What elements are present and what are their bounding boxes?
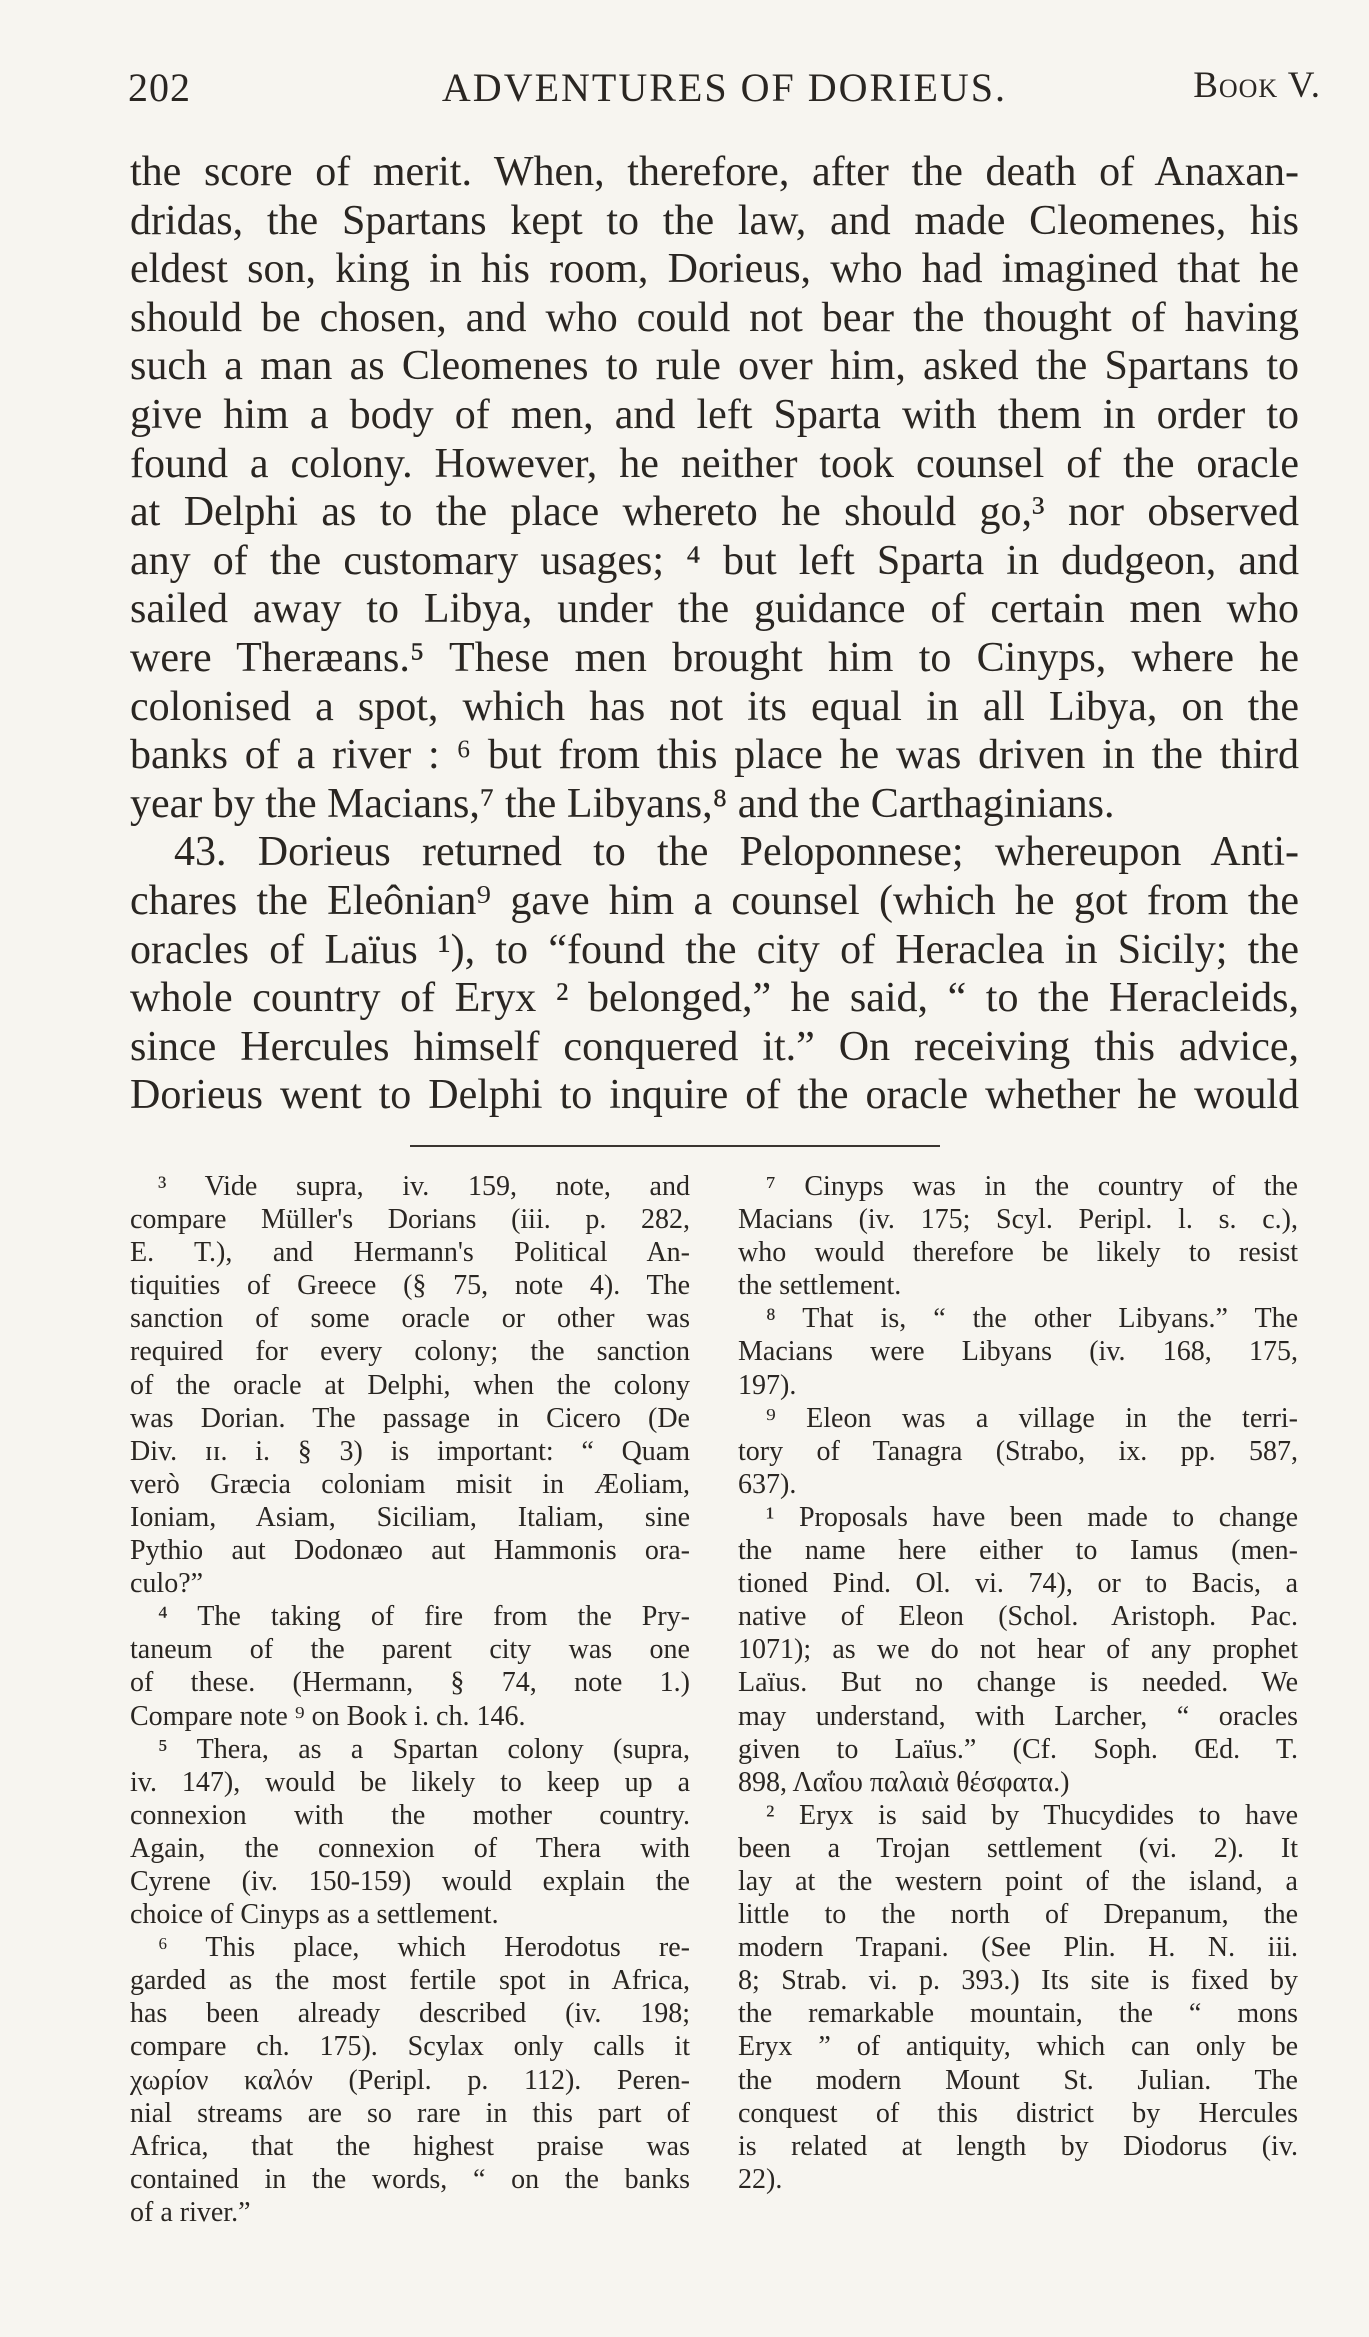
text-line: sailed away to Libya, under the guidance of certain men who (130, 586, 1299, 633)
footnote-6: ⁶ This place, which Herodotus re- (158, 1932, 690, 1964)
footnote-1: ¹ Proposals have been made to change (766, 1501, 1298, 1533)
footnote-line: Cyrene (iv. 150-159) would explain the (130, 1865, 690, 1897)
footnote-line: conquest of this district by Hercules (738, 2097, 1298, 2129)
footnote-line: Pythio aut Dodonæo aut Hammonis ora- (130, 1535, 690, 1567)
footnote-line: 197). (738, 1369, 797, 1401)
footnote-line: the modern Mount St. Julian. The (738, 2064, 1298, 2096)
text-line: any of the customary usages; ⁴ but left Sparta in dudgeon, and (130, 537, 1299, 584)
running-title: ADVENTURES OF DORIEUS. (441, 65, 1008, 110)
text-line: at Delphi as to the place whereto he should go,³ nor observed (130, 489, 1299, 536)
text-line: banks of a river : ⁶ but from this place he was driven in the third (130, 732, 1299, 779)
text-line: eldest son, king in his room, Dorieus, who had imagined that he (130, 246, 1299, 293)
footnote-8: ⁸ That is, “ the other Libyans.” The (766, 1303, 1298, 1335)
text-line: Dorieus went to Delphi to inquire of the oracle whether he would (130, 1072, 1299, 1119)
text-line: dridas, the Spartans kept to the law, and made Cleomenes, his (130, 197, 1299, 244)
footnote-7: ⁷ Cinyps was in the country of the (766, 1171, 1298, 1202)
footnote-line: little to the north of Drepanum, the (738, 1899, 1298, 1931)
footnote-line: sanction of some oracle or other was (130, 1303, 690, 1335)
footnote-line: tory of Tanagra (Strabo, ix. pp. 587, (738, 1435, 1298, 1467)
footnote-line: been a Trojan settlement (vi. 2). It (738, 1832, 1298, 1864)
text-line: chares the Eleônian⁹ gave him a counsel (which he got from the (130, 877, 1299, 924)
footnote-line: E. T.), and Hermann's Political An- (130, 1237, 690, 1269)
footnote-line: Laïus. But no change is needed. We (738, 1667, 1298, 1699)
running-header (128, 64, 1321, 124)
footnote-line: 898, Λαΐου παλαιὰ θέσφατα.) (738, 1766, 1070, 1798)
footnote-line: required for every colony; the sanction (130, 1336, 690, 1368)
main-text (130, 148, 1299, 1120)
footnote-line: connexion with the mother country. (130, 1799, 690, 1831)
footnote-line: taneum of the parent city was one (130, 1634, 690, 1666)
footnote-line: 8; Strab. vi. p. 393.) Its site is fixed by (738, 1965, 1298, 1997)
footnote-line: Eryx ” of antiquity, which can only be (738, 2031, 1298, 2063)
text-line: since Hercules himself conquered it.” On receiving this advice, (130, 1023, 1299, 1070)
footnote-line: the remarkable mountain, the “ mons (738, 1998, 1298, 2030)
footnote-line: was Dorian. The passage in Cicero (De (130, 1402, 690, 1434)
footnote-line: χωρίον καλόν (Peripl. p. 112). Peren- (130, 2064, 690, 2096)
text-line: give him a body of men, and left Sparta with them in order to (130, 391, 1299, 438)
text-line: should be chosen, and who could not bear the thought of having (130, 294, 1299, 341)
footnote-line: Macians were Libyans (iv. 168, 175, (738, 1336, 1298, 1368)
text-line: colonised a spot, which has not its equal in all Libya, on the (130, 683, 1299, 730)
footnote-line: is related at length by Diodorus (iv. (738, 2130, 1298, 2162)
footnote-line: of a river.” (130, 2196, 251, 2228)
footnote-5: ⁵ Thera, as a Spartan colony (supra, (158, 1733, 690, 1765)
text-line: such a man as Cleomenes to rule over him, asked the Spartans to (130, 343, 1299, 390)
footnote-line: verò Græcia coloniam misit in Æoliam, (130, 1468, 690, 1500)
footnote-line: Again, the connexion of Thera with (130, 1832, 690, 1864)
footnote-line: of these. (Hermann, § 74, note 1.) (130, 1667, 690, 1699)
footnote-divider (410, 1145, 940, 1147)
footnote-line: tioned Pind. Ol. vi. 74), or to Bacis, a (738, 1568, 1298, 1600)
footnote-line: 637). (738, 1468, 797, 1500)
footnote-line: Div. ɪɪ. i. § 3) is important: “ Quam (130, 1435, 690, 1467)
footnote-line: contained in the words, “ on the banks (130, 2163, 690, 2195)
footnotes-right-column (738, 1170, 1298, 2196)
footnote-3: ³ Vide supra, iv. 159, note, and (158, 1171, 690, 1202)
footnote-line: of the oracle at Delphi, when the colony (130, 1369, 690, 1401)
footnote-line: iv. 147), would be likely to keep up a (130, 1766, 690, 1798)
footnote-line: choice of Cinyps as a settlement. (130, 1899, 499, 1931)
footnote-line: may understand, with Larcher, “ oracles (738, 1700, 1298, 1732)
book-label: Book V. (1193, 65, 1321, 106)
text-line: the score of merit. When, therefore, after the death of Anaxan- (130, 149, 1299, 195)
footnote-line: 22). (738, 2163, 783, 2195)
text-line: oracles of Laïus ¹), to “found the city of Heraclea in Sicily; the (130, 926, 1299, 973)
footnote-line: Africa, that the highest praise was (130, 2130, 690, 2162)
footnote-line: tiquities of Greece (§ 75, note 4). The (130, 1270, 690, 1302)
footnote-line: has been already described (iv. 198; (130, 1998, 690, 2030)
footnote-9: ⁹ Eleon was a village in the terri- (766, 1402, 1298, 1434)
section-43-start: 43. Dorieus returned to the Peloponnese; whereupon Anti- (174, 829, 1299, 876)
footnote-line: the name here either to Iamus (men- (738, 1535, 1298, 1567)
footnote-4: ⁴ The taking of fire from the Pry- (158, 1601, 690, 1633)
footnote-line: Compare note ⁹ on Book i. ch. 146. (130, 1700, 526, 1732)
footnote-line: culo?” (130, 1568, 204, 1600)
text-line: found a colony. However, he neither took counsel of the oracle (130, 440, 1299, 487)
footnote-line: compare ch. 175). Scylax only calls it (130, 2031, 690, 2063)
footnote-line: 1071); as we do not hear of any prophet (738, 1634, 1298, 1666)
footnote-line: native of Eleon (Schol. Aristoph. Pac. (738, 1601, 1298, 1633)
footnote-line: lay at the western point of the island, a (738, 1865, 1298, 1897)
footnote-line: the settlement. (738, 1270, 902, 1302)
footnote-line: Macians (iv. 175; Scyl. Peripl. l. s. c.), (738, 1204, 1298, 1236)
footnote-line: Ioniam, Asiam, Siciliam, Italiam, sine (130, 1501, 690, 1533)
text-line: were Theræans.⁵ These men brought him to Cinyps, where he (130, 634, 1299, 681)
footnote-line: who would therefore be likely to resist (738, 1237, 1298, 1269)
text-line: year by the Macians,⁷ the Libyans,⁸ and the Carthaginians. (130, 780, 1115, 827)
page-number: 202 (128, 65, 191, 110)
footnote-2: ² Eryx is said by Thucydides to have (766, 1799, 1298, 1831)
text-line: whole country of Eryx ² belonged,” he said, “ to the Heracleids, (130, 975, 1299, 1022)
footnote-line: nial streams are so rare in this part of (130, 2097, 690, 2129)
footnote-line: given to Laïus.” (Cf. Soph. Œd. T. (738, 1733, 1298, 1765)
footnote-line: garded as the most fertile spot in Africa, (130, 1965, 690, 1997)
footnote-line: compare Müller's Dorians (iii. p. 282, (130, 1204, 690, 1236)
footnote-line: modern Trapani. (See Plin. H. N. iii. (738, 1932, 1298, 1964)
footnotes-left-column (130, 1170, 690, 2229)
